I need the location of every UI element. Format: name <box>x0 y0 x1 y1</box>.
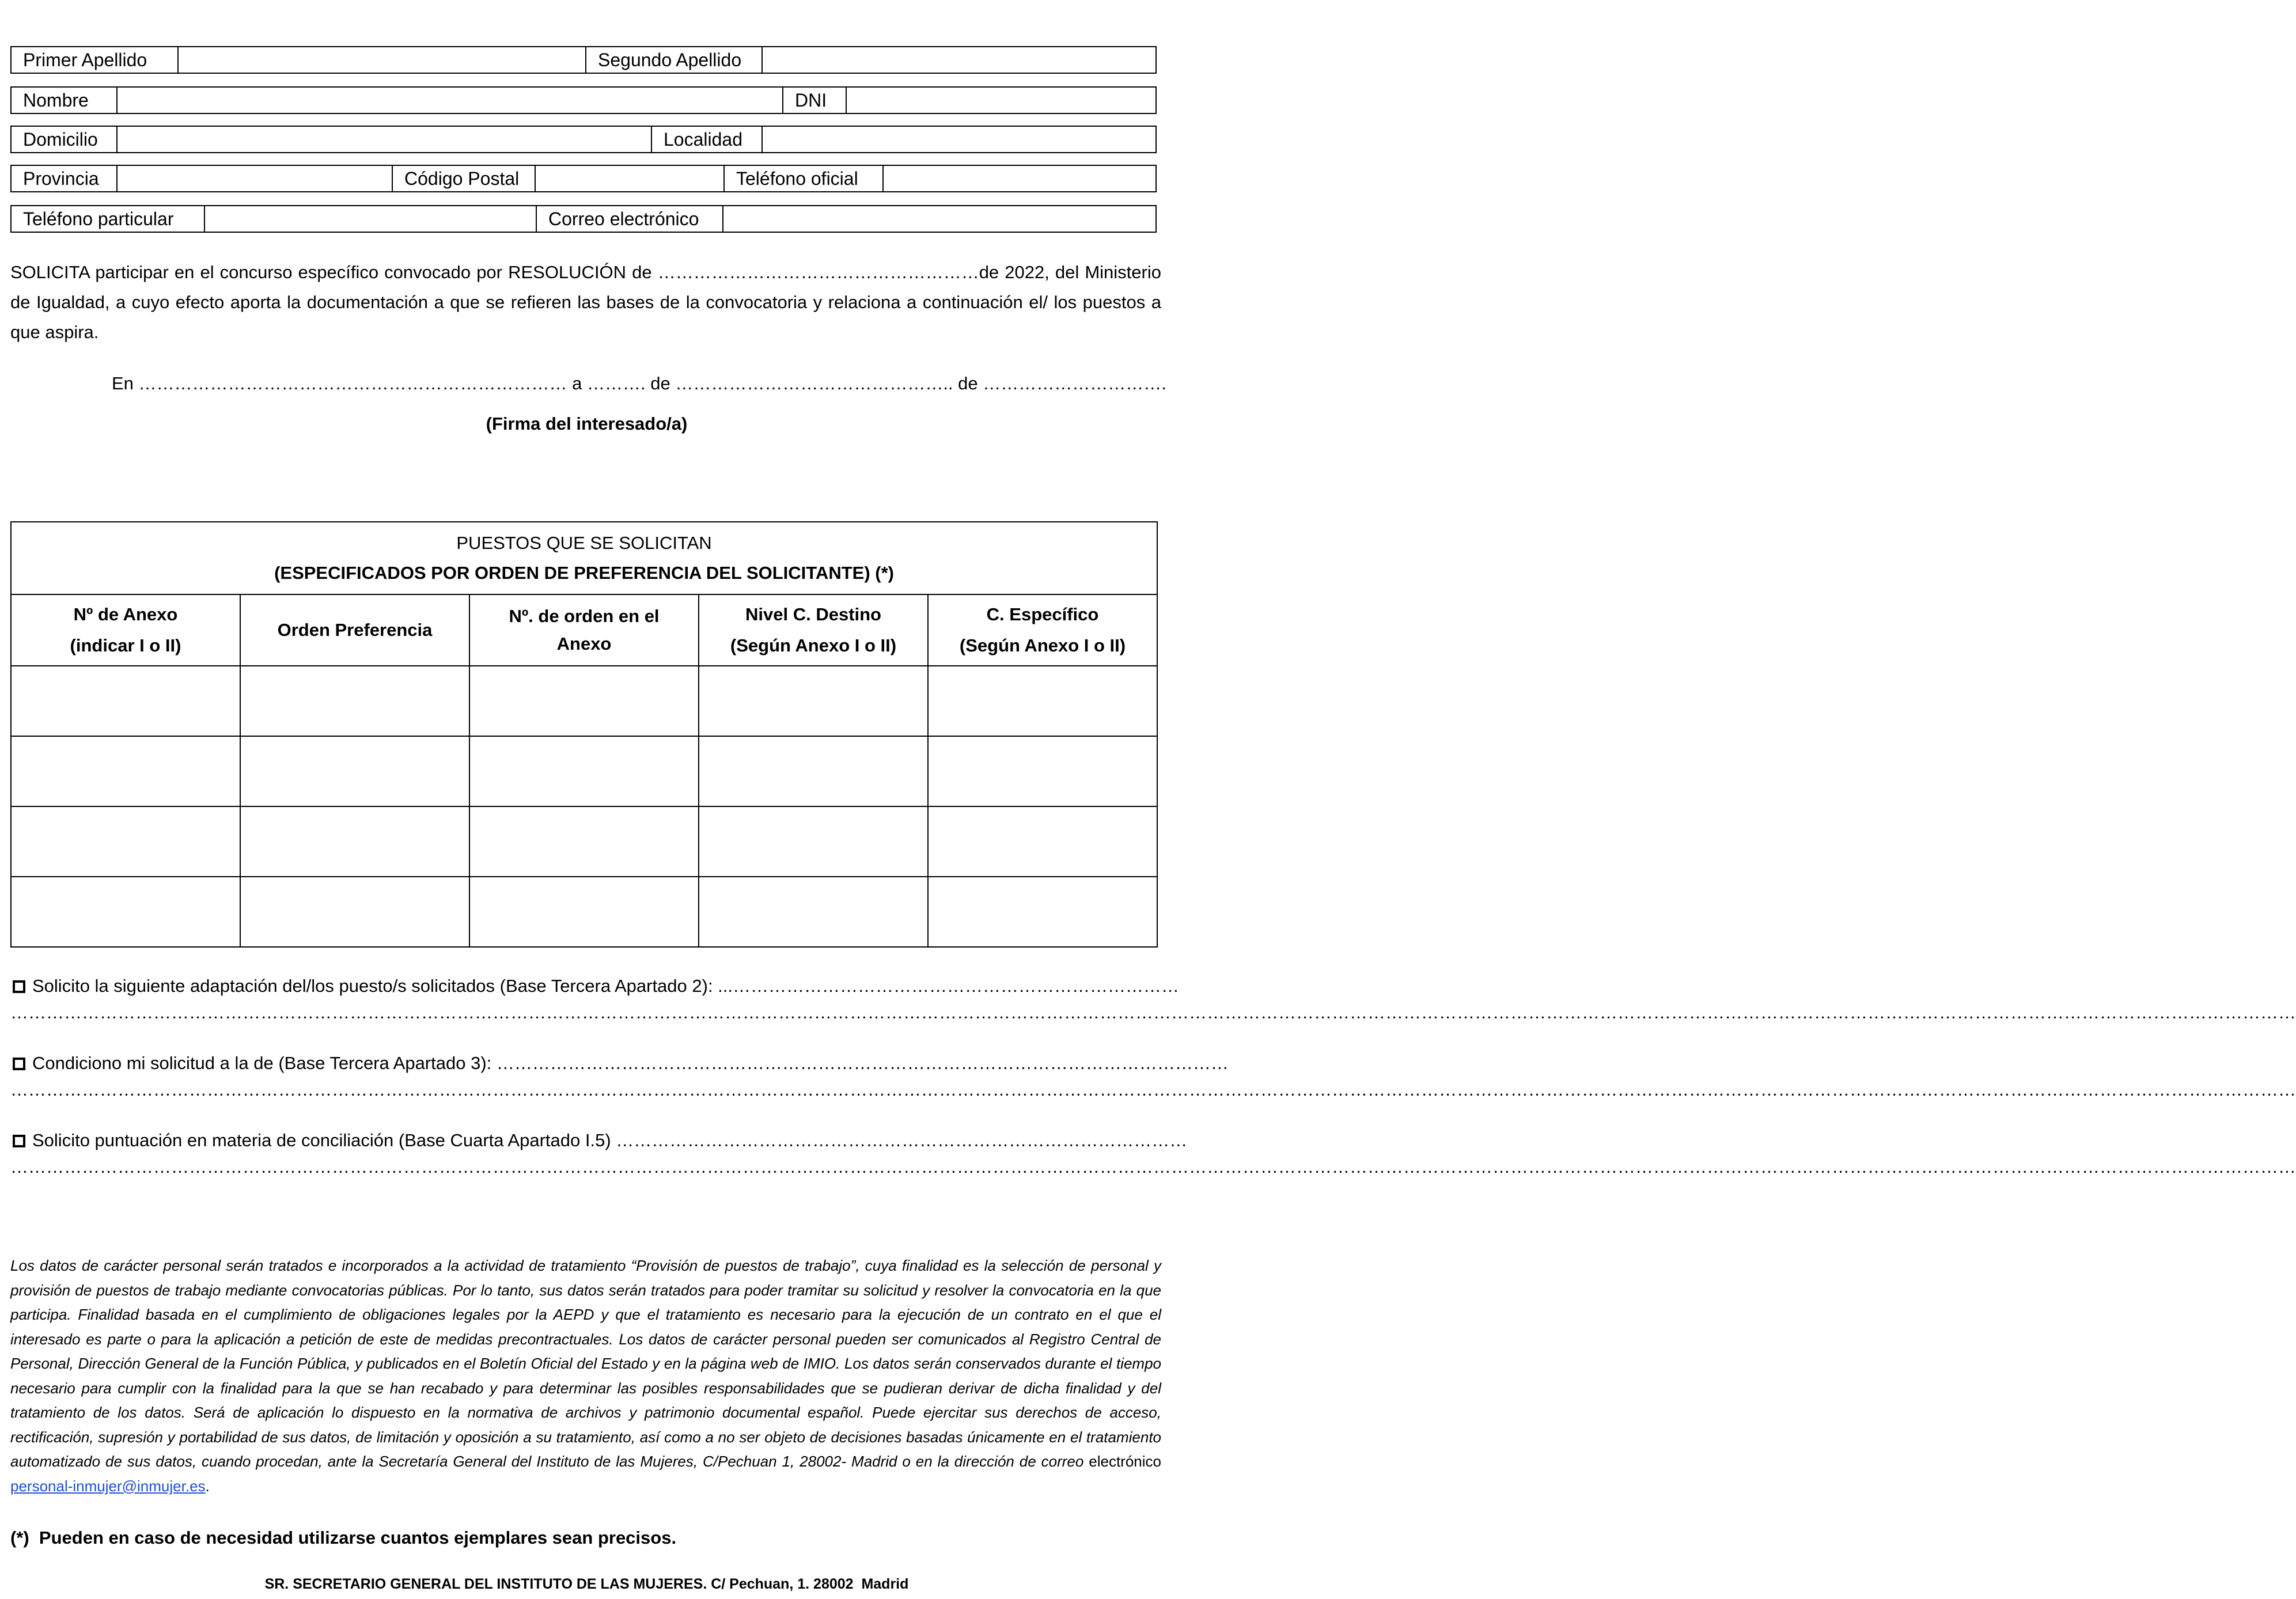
option-adaptacion-label: Solicito la siguiente adaptación del/los puesto/s solicitados (Base Tercera Apartado 2): ...………………………………………………………………… <box>32 976 1180 996</box>
option-conciliacion <box>13 1130 1188 1151</box>
field-row-domicilio <box>10 126 1157 153</box>
label-dni: DNI <box>783 88 847 113</box>
col-header-orden-preferencia-line1: Orden Preferencia <box>277 620 433 640</box>
primer-apellido-input[interactable] <box>179 47 586 73</box>
table-cell[interactable] <box>11 806 240 877</box>
option-adaptacion <box>13 976 1180 996</box>
table-cell[interactable] <box>240 736 469 806</box>
firma-label: (Firma del interesado/a) <box>486 414 688 434</box>
option-condiciono-label: Condiciono mi solicitud a la de (Base Tercera Apartado 3): …………………………………………………………………………………………………………… <box>32 1053 1229 1073</box>
col-header-anexo-line2: (indicar I o II) <box>70 635 181 655</box>
col-header-orden-anexo <box>469 594 699 666</box>
table-cell[interactable] <box>928 806 1157 877</box>
table-title: PUESTOS QUE SE SOLICITAN <box>456 533 712 553</box>
col-header-c-especifico-line1: C. Específico <box>986 604 1099 624</box>
label-localidad: Localidad <box>652 127 763 152</box>
table-subtitle: (ESPECIFICADOS POR ORDEN DE PREFERENCIA DEL SOLICITANTE) (*) <box>274 563 894 583</box>
label-segundo-apellido: Segundo Apellido <box>586 47 763 73</box>
col-header-orden-anexo-line1: Nº. de orden en el <box>509 606 660 626</box>
table-cell[interactable] <box>240 806 469 877</box>
table-cell[interactable] <box>469 877 699 947</box>
col-header-nivel-destino-line2: (Según Anexo I o II) <box>730 635 897 655</box>
table-cell[interactable] <box>469 736 699 806</box>
privacy-electronico: electrónico <box>1089 1453 1161 1470</box>
table-cell[interactable] <box>469 666 699 736</box>
col-header-anexo <box>11 594 240 666</box>
col-header-c-especifico <box>928 594 1157 666</box>
label-nombre: Nombre <box>12 88 118 113</box>
lugar-fecha-line: En ……………………………………………………………… a ………. de ……………………………………….. de …………………………. <box>112 373 1166 393</box>
label-provincia: Provincia <box>12 166 118 191</box>
label-primer-apellido: Primer Apellido <box>12 47 179 73</box>
table-title-cell <box>11 522 1157 594</box>
table-cell[interactable] <box>240 877 469 947</box>
provincia-input[interactable] <box>118 166 393 191</box>
segundo-apellido-input[interactable] <box>763 47 1155 73</box>
solicita-paragraph: SOLICITA participar en el concurso específico convocado por RESOLUCIÓN de ………………………………………………de 2022, del Ministerio de Igualdad, a cuyo efecto aporta la documentación a que se refieren las bases de la convocatoria y relaciona a continuación el/ los puestos a que aspira. <box>10 262 1161 342</box>
puestos-table <box>10 521 1157 948</box>
table-cell[interactable] <box>699 736 928 806</box>
option-conciliacion-label: Solicito puntuación en materia de conciliación (Base Cuarta Apartado I.5) …………………………………………………………………………………… <box>32 1130 1188 1150</box>
codigo-postal-input[interactable] <box>536 166 725 191</box>
telefono-oficial-input[interactable] <box>884 166 1155 191</box>
localidad-input[interactable] <box>763 127 1155 152</box>
col-header-anexo-line1: Nº de Anexo <box>73 604 178 624</box>
table-row <box>11 806 1157 877</box>
label-telefono-oficial: Teléfono oficial <box>725 166 884 191</box>
col-header-orden-preferencia <box>240 594 469 666</box>
table-cell[interactable] <box>928 666 1157 736</box>
col-header-c-especifico-line2: (Según Anexo I o II) <box>959 635 1126 655</box>
label-telefono-particular: Teléfono particular <box>12 206 205 232</box>
dni-input[interactable] <box>847 88 1155 113</box>
table-cell[interactable] <box>11 666 240 736</box>
label-codigo-postal: Código Postal <box>393 166 536 191</box>
note-ejemplares: (*) Pueden en caso de necesidad utilizarse cuantos ejemplares sean precisos. <box>10 1528 677 1548</box>
privacy-notice <box>10 1253 1161 1498</box>
table-row <box>11 666 1157 736</box>
col-header-nivel-destino <box>699 594 928 666</box>
field-row-apellidos <box>10 46 1157 74</box>
option-condiciono <box>13 1053 1229 1074</box>
dotted-line: …………………………………………………………………………………………………………………………………………………………………………………………………………………………………………………………………………………………………………………………………………………… <box>10 1079 2296 1100</box>
table-cell[interactable] <box>699 806 928 877</box>
field-row-telefono-particular <box>10 205 1157 233</box>
domicilio-input[interactable] <box>118 127 652 152</box>
field-row-provincia <box>10 165 1157 192</box>
table-cell[interactable] <box>928 877 1157 947</box>
nombre-input[interactable] <box>118 88 783 113</box>
table-cell[interactable] <box>240 666 469 736</box>
conciliacion-checkbox[interactable] <box>13 1135 25 1147</box>
col-header-nivel-destino-line1: Nivel C. Destino <box>745 604 881 624</box>
correo-input[interactable] <box>723 206 1155 232</box>
privacy-email-link[interactable]: personal-inmujer@inmujer.es <box>10 1477 206 1495</box>
dotted-line: …………………………………………………………………………………………………………………………………………………………………………………………………………………………………………………………………………………………………………………………………………………… <box>10 1002 2296 1022</box>
field-row-nombre <box>10 86 1157 114</box>
table-cell[interactable] <box>11 736 240 806</box>
col-header-orden-anexo-line2: Anexo <box>556 634 612 654</box>
table-cell[interactable] <box>699 666 928 736</box>
table-cell[interactable] <box>469 806 699 877</box>
table-cell[interactable] <box>699 877 928 947</box>
telefono-particular-input[interactable] <box>205 206 537 232</box>
adaptacion-checkbox[interactable] <box>13 980 25 993</box>
table-cell[interactable] <box>11 877 240 947</box>
label-domicilio: Domicilio <box>12 127 118 152</box>
table-row <box>11 877 1157 947</box>
table-cell[interactable] <box>928 736 1157 806</box>
privacy-text: Los datos de carácter personal serán tratados e incorporados a la actividad de tratamiento “Provisión de puestos de trabajo”, cuya finalidad es la selección de personal y provisión de puestos de trabajo mediante convocatorias públicas. Por lo tanto, sus datos serán tratados para poder tramitar su solicitud y resolver la convocatoria en la que participa. Finalidad basada en el cumplimiento de obligaciones legales por la AEPD y que el tratamiento es necesario para la ejecución de un contrato en el que el interesado es parte o para la aplicación a petición de este de medidas precontractuales. Los datos de carácter personal pueden ser comunicados al Registro Central de Personal, Dirección General de la Función Pública, y publicados en el Boletín Oficial del Estado y en la página web de IMIO. Los datos serán conservados durante el tiempo necesario para cumplir con la finalidad para la que se han recabado y para determinar las posibles responsabilidades que se pudieran derivar de dicha finalidad y del tratamiento de los datos. Será de aplicación lo dispuesto en la normativa de archivos y patrimonio documental español. Puede ejercitar sus derechos de acceso, rectificación, supresión y portabilidad de sus datos, de limitación y oposición a su tratamiento, así como a no ser objeto de decisiones basadas únicamente en el tratamiento automatizado de sus datos, cuando procedan, ante la Secretaría General del Instituto de las Mujeres, C/Pechuan 1, 28002- Madrid o en la dirección de correo <box>10 1257 1161 1470</box>
label-correo: Correo electrónico <box>537 206 723 232</box>
privacy-period: . <box>205 1477 210 1495</box>
table-row <box>11 736 1157 806</box>
condiciono-checkbox[interactable] <box>13 1058 25 1070</box>
dotted-line: …………………………………………………………………………………………………………………………………………………………………………………………………………………………………………………………………………………………………………………………………………………… <box>10 1157 2296 1177</box>
footer-address: SR. SECRETARIO GENERAL DEL INSTITUTO DE LAS MUJERES. C/ Pechuan, 1. 28002 Madrid <box>264 1576 909 1592</box>
